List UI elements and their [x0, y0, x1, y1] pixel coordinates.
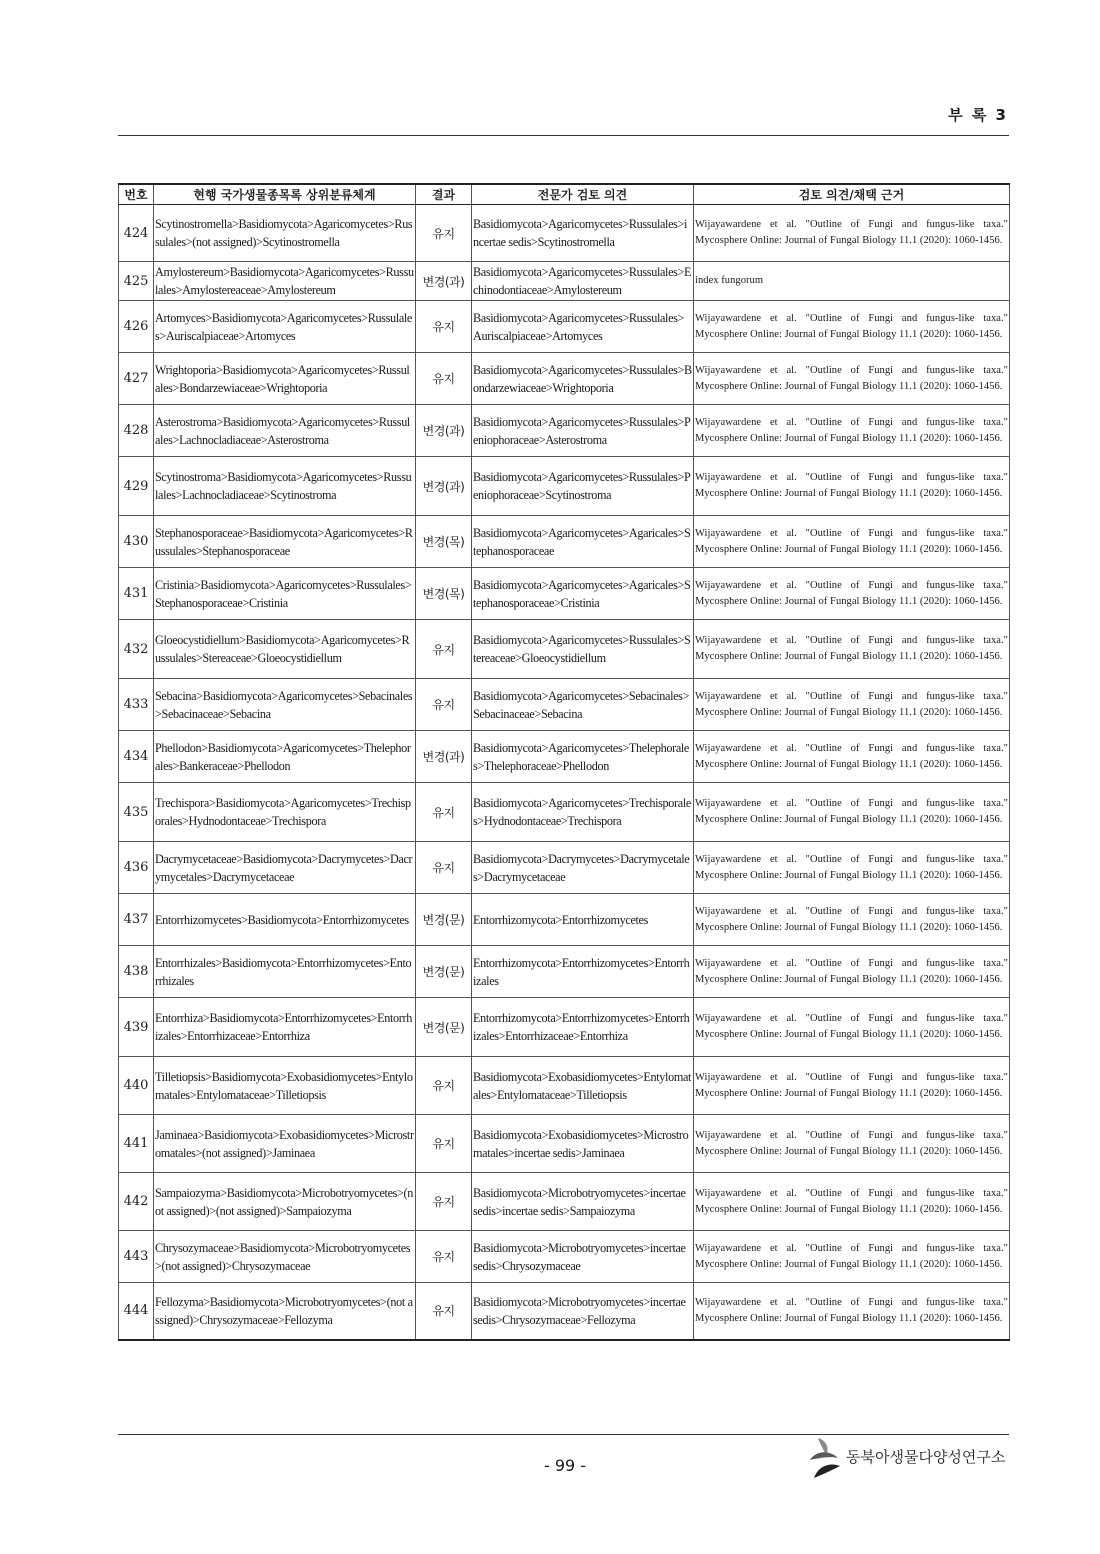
expert-opinion: Entorrhizomycota>Entorrhizomycetes>Entorrhizales — [472, 946, 694, 998]
table-row — [119, 894, 1010, 946]
review-basis: Wijayawardene et al. "Outline of Fungi and fungus-like taxa." Mycosphere Online: Journal of Fungal Biology 11.1 (2020): 1060-1456. — [694, 1057, 1010, 1115]
column-header-current-classification: 현행 국가생물종목록 상위분류체계 — [154, 184, 416, 205]
expert-opinion: Basidiomycota>Agaricomycetes>Russulales>Peniophoraceae>Asterostroma — [472, 405, 694, 457]
review-basis: Wijayawardene et al. "Outline of Fungi and fungus-like taxa." Mycosphere Online: Journal of Fungal Biology 11.1 (2020): 1060-1456. — [694, 568, 1010, 620]
review-basis: Wijayawardene et al. "Outline of Fungi and fungus-like taxa." Mycosphere Online: Journal of Fungal Biology 11.1 (2020): 1060-1456. — [694, 894, 1010, 946]
review-result: 변경(과) — [416, 405, 472, 457]
footer-divider — [118, 1434, 1009, 1435]
row-number: 425 — [119, 262, 154, 301]
table-row — [119, 783, 1010, 842]
expert-opinion: Basidiomycota>Microbotryomycetes>incertae sedis>Chrysozymaceae>Fellozyma — [472, 1283, 694, 1340]
header-divider — [118, 135, 1009, 136]
review-basis: Wijayawardene et al. "Outline of Fungi and fungus-like taxa." Mycosphere Online: Journal of Fungal Biology 11.1 (2020): 1060-1456. — [694, 301, 1010, 353]
review-basis: index fungorum — [694, 262, 1010, 301]
review-result: 변경(과) — [416, 457, 472, 516]
current-classification: Chrysozymaceae>Basidiomycota>Microbotryomycetes>(not assigned)>Chrysozymaceae — [154, 1231, 416, 1283]
review-result: 유지 — [416, 1283, 472, 1340]
review-basis: Wijayawardene et al. "Outline of Fungi and fungus-like taxa." Mycosphere Online: Journal of Fungal Biology 11.1 (2020): 1060-1456. — [694, 998, 1010, 1057]
review-result: 유지 — [416, 205, 472, 262]
review-result: 변경(문) — [416, 998, 472, 1057]
expert-opinion: Basidiomycota>Agaricomycetes>Russulales>Echinodontiaceae>Amylostereum — [472, 262, 694, 301]
review-basis: Wijayawardene et al. "Outline of Fungi and fungus-like taxa." Mycosphere Online: Journal of Fungal Biology 11.1 (2020): 1060-1456. — [694, 1115, 1010, 1173]
review-basis: Wijayawardene et al. "Outline of Fungi and fungus-like taxa." Mycosphere Online: Journal of Fungal Biology 11.1 (2020): 1060-1456. — [694, 783, 1010, 842]
expert-opinion: Basidiomycota>Agaricomycetes>Russulales>incertae sedis>Scytinostromella — [472, 205, 694, 262]
review-result: 변경(과) — [416, 262, 472, 301]
row-number: 437 — [119, 894, 154, 946]
review-basis: Wijayawardene et al. "Outline of Fungi and fungus-like taxa." Mycosphere Online: Journal of Fungal Biology 11.1 (2020): 1060-1456. — [694, 205, 1010, 262]
current-classification: Cristinia>Basidiomycota>Agaricomycetes>Russulales>Stephanosporaceae>Cristinia — [154, 568, 416, 620]
table-row — [119, 301, 1010, 353]
review-basis: Wijayawardene et al. "Outline of Fungi and fungus-like taxa." Mycosphere Online: Journal of Fungal Biology 11.1 (2020): 1060-1456. — [694, 1231, 1010, 1283]
review-basis: Wijayawardene et al. "Outline of Fungi and fungus-like taxa." Mycosphere Online: Journal of Fungal Biology 11.1 (2020): 1060-1456. — [694, 516, 1010, 568]
table-row — [119, 568, 1010, 620]
expert-opinion: Basidiomycota>Exobasidiomycetes>Microstromatales>incertae sedis>Jaminaea — [472, 1115, 694, 1173]
row-number: 435 — [119, 783, 154, 842]
review-result: 변경(목) — [416, 516, 472, 568]
review-basis: Wijayawardene et al. "Outline of Fungi and fungus-like taxa." Mycosphere Online: Journal of Fungal Biology 11.1 (2020): 1060-1456. — [694, 620, 1010, 679]
current-classification: Entorrhizomycetes>Basidiomycota>Entorrhizomycetes — [154, 894, 416, 946]
current-classification: Trechispora>Basidiomycota>Agaricomycetes>Trechisporales>Hydnodontaceae>Trechispora — [154, 783, 416, 842]
table-row — [119, 262, 1010, 301]
review-result: 유지 — [416, 353, 472, 405]
review-result: 변경(문) — [416, 894, 472, 946]
table-row — [119, 516, 1010, 568]
review-result: 유지 — [416, 842, 472, 894]
current-classification: Entorrhiza>Basidiomycota>Entorrhizomycetes>Entorrhizales>Entorrhizaceae>Entorrhiza — [154, 998, 416, 1057]
row-number: 433 — [119, 679, 154, 731]
current-classification: Wrightoporia>Basidiomycota>Agaricomycetes>Russulales>Bondarzewiaceae>Wrightoporia — [154, 353, 416, 405]
table-row — [119, 946, 1010, 998]
expert-opinion: Basidiomycota>Agaricomycetes>Agaricales>Stephanosporaceae>Cristinia — [472, 568, 694, 620]
row-number: 443 — [119, 1231, 154, 1283]
current-classification: Sampaiozyma>Basidiomycota>Microbotryomycetes>(not assigned)>(not assigned)>Sampaiozyma — [154, 1173, 416, 1231]
review-result: 유지 — [416, 301, 472, 353]
row-number: 426 — [119, 301, 154, 353]
table-row — [119, 405, 1010, 457]
table-row — [119, 998, 1010, 1057]
expert-opinion: Basidiomycota>Microbotryomycetes>incertae sedis>incertae sedis>Sampaiozyma — [472, 1173, 694, 1231]
taxonomy-review-table — [118, 183, 1010, 1341]
expert-opinion: Basidiomycota>Agaricomycetes>Thelephorales>Thelephoraceae>Phellodon — [472, 731, 694, 783]
table-row — [119, 205, 1010, 262]
table-row — [119, 1115, 1010, 1173]
review-basis: Wijayawardene et al. "Outline of Fungi and fungus-like taxa." Mycosphere Online: Journal of Fungal Biology 11.1 (2020): 1060-1456. — [694, 731, 1010, 783]
expert-opinion: Basidiomycota>Agaricomycetes>Russulales>Bondarzewiaceae>Wrightoporia — [472, 353, 694, 405]
organization-logo — [808, 1436, 1013, 1480]
organization-name: 동북아생물다양성연구소 — [846, 1448, 1006, 1466]
page-number: - 99 - — [543, 1456, 587, 1475]
row-number: 442 — [119, 1173, 154, 1231]
table-row — [119, 353, 1010, 405]
table-row — [119, 842, 1010, 894]
current-classification: Asterostroma>Basidiomycota>Agaricomycetes>Russulales>Lachnocladiaceae>Asterostroma — [154, 405, 416, 457]
table-row — [119, 620, 1010, 679]
review-result: 유지 — [416, 679, 472, 731]
row-number: 424 — [119, 205, 154, 262]
expert-opinion: Entorrhizomycota>Entorrhizomycetes — [472, 894, 694, 946]
current-classification: Scytinostromella>Basidiomycota>Agaricomycetes>Russulales>(not assigned)>Scytinostromella — [154, 205, 416, 262]
review-result: 변경(문) — [416, 946, 472, 998]
current-classification: Sebacina>Basidiomycota>Agaricomycetes>Sebacinales>Sebacinaceae>Sebacina — [154, 679, 416, 731]
review-basis: Wijayawardene et al. "Outline of Fungi and fungus-like taxa." Mycosphere Online: Journal of Fungal Biology 11.1 (2020): 1060-1456. — [694, 353, 1010, 405]
row-number: 431 — [119, 568, 154, 620]
table-row — [119, 1283, 1010, 1340]
review-basis: Wijayawardene et al. "Outline of Fungi and fungus-like taxa." Mycosphere Online: Journal of Fungal Biology 11.1 (2020): 1060-1456. — [694, 679, 1010, 731]
row-number: 434 — [119, 731, 154, 783]
expert-opinion: Entorrhizomycota>Entorrhizomycetes>Entorrhizales>Entorrhizaceae>Entorrhiza — [472, 998, 694, 1057]
expert-opinion: Basidiomycota>Agaricomycetes>Trechisporales>Hydnodontaceae>Trechispora — [472, 783, 694, 842]
column-header-expert-opinion: 전문가 검토 의견 — [472, 184, 694, 205]
current-classification: Gloeocystidiellum>Basidiomycota>Agaricomycetes>Russulales>Stereaceae>Gloeocystidiellum — [154, 620, 416, 679]
expert-opinion: Basidiomycota>Agaricomycetes>Russulales>Auriscalpiaceae>Artomyces — [472, 301, 694, 353]
current-classification: Jaminaea>Basidiomycota>Exobasidiomycetes>Microstromatales>(not assigned)>Jaminaea — [154, 1115, 416, 1173]
row-number: 444 — [119, 1283, 154, 1340]
table-row — [119, 731, 1010, 783]
expert-opinion: Basidiomycota>Agaricomycetes>Sebacinales>Sebacinaceae>Sebacina — [472, 679, 694, 731]
row-number: 440 — [119, 1057, 154, 1115]
review-basis: Wijayawardene et al. "Outline of Fungi and fungus-like taxa." Mycosphere Online: Journal of Fungal Biology 11.1 (2020): 1060-1456. — [694, 842, 1010, 894]
current-classification: Fellozyma>Basidiomycota>Microbotryomycetes>(not assigned)>Chrysozymaceae>Fellozyma — [154, 1283, 416, 1340]
expert-opinion: Basidiomycota>Agaricomycetes>Russulales>Peniophoraceae>Scytinostroma — [472, 457, 694, 516]
review-result: 변경(목) — [416, 568, 472, 620]
expert-opinion: Basidiomycota>Agaricomycetes>Russulales>Stereaceae>Gloeocystidiellum — [472, 620, 694, 679]
table-row — [119, 679, 1010, 731]
expert-opinion: Basidiomycota>Microbotryomycetes>incertae sedis>Chrysozymaceae — [472, 1231, 694, 1283]
column-header-basis: 검토 의견/채택 근거 — [694, 184, 1010, 205]
current-classification: Tilletiopsis>Basidiomycota>Exobasidiomycetes>Entylomatales>Entylomataceae>Tilletiopsis — [154, 1057, 416, 1115]
review-basis: Wijayawardene et al. "Outline of Fungi and fungus-like taxa." Mycosphere Online: Journal of Fungal Biology 11.1 (2020): 1060-1456. — [694, 457, 1010, 516]
leaf-logo-icon — [808, 1436, 844, 1480]
column-header-result: 결과 — [416, 184, 472, 205]
current-classification: Dacrymycetaceae>Basidiomycota>Dacrymycetes>Dacrymycetales>Dacrymycetaceae — [154, 842, 416, 894]
row-number: 430 — [119, 516, 154, 568]
review-basis: Wijayawardene et al. "Outline of Fungi and fungus-like taxa." Mycosphere Online: Journal of Fungal Biology 11.1 (2020): 1060-1456. — [694, 405, 1010, 457]
review-basis: Wijayawardene et al. "Outline of Fungi and fungus-like taxa." Mycosphere Online: Journal of Fungal Biology 11.1 (2020): 1060-1456. — [694, 946, 1010, 998]
current-classification: Phellodon>Basidiomycota>Agaricomycetes>Thelephorales>Bankeraceae>Phellodon — [154, 731, 416, 783]
table-row — [119, 457, 1010, 516]
review-result: 유지 — [416, 1057, 472, 1115]
row-number: 439 — [119, 998, 154, 1057]
current-classification: Stephanosporaceae>Basidiomycota>Agaricomycetes>Russulales>Stephanosporaceae — [154, 516, 416, 568]
section-label: 부 록 3 — [948, 106, 1008, 124]
row-number: 438 — [119, 946, 154, 998]
review-result: 변경(과) — [416, 731, 472, 783]
expert-opinion: Basidiomycota>Agaricomycetes>Agaricales>Stephanosporaceae — [472, 516, 694, 568]
review-basis: Wijayawardene et al. "Outline of Fungi and fungus-like taxa." Mycosphere Online: Journal of Fungal Biology 11.1 (2020): 1060-1456. — [694, 1173, 1010, 1231]
review-result: 유지 — [416, 1115, 472, 1173]
review-result: 유지 — [416, 1173, 472, 1231]
review-result: 유지 — [416, 1231, 472, 1283]
expert-opinion: Basidiomycota>Dacrymycetes>Dacrymycetales>Dacrymycetaceae — [472, 842, 694, 894]
row-number: 441 — [119, 1115, 154, 1173]
current-classification: Entorrhizales>Basidiomycota>Entorrhizomycetes>Entorrhizales — [154, 946, 416, 998]
row-number: 432 — [119, 620, 154, 679]
column-header-number: 번호 — [119, 184, 154, 205]
table-header-row — [119, 184, 1010, 205]
row-number: 427 — [119, 353, 154, 405]
review-basis: Wijayawardene et al. "Outline of Fungi and fungus-like taxa." Mycosphere Online: Journal of Fungal Biology 11.1 (2020): 1060-1456. — [694, 1283, 1010, 1340]
table-row — [119, 1173, 1010, 1231]
review-result: 유지 — [416, 783, 472, 842]
table-row — [119, 1231, 1010, 1283]
current-classification: Scytinostroma>Basidiomycota>Agaricomycetes>Russulales>Lachnocladiaceae>Scytinostroma — [154, 457, 416, 516]
expert-opinion: Basidiomycota>Exobasidiomycetes>Entylomatales>Entylomataceae>Tilletiopsis — [472, 1057, 694, 1115]
row-number: 436 — [119, 842, 154, 894]
current-classification: Artomyces>Basidiomycota>Agaricomycetes>Russulales>Auriscalpiaceae>Artomyces — [154, 301, 416, 353]
row-number: 428 — [119, 405, 154, 457]
row-number: 429 — [119, 457, 154, 516]
review-result: 유지 — [416, 620, 472, 679]
table-row — [119, 1057, 1010, 1115]
current-classification: Amylostereum>Basidiomycota>Agaricomycetes>Russulales>Amylostereaceae>Amylostereum — [154, 262, 416, 301]
